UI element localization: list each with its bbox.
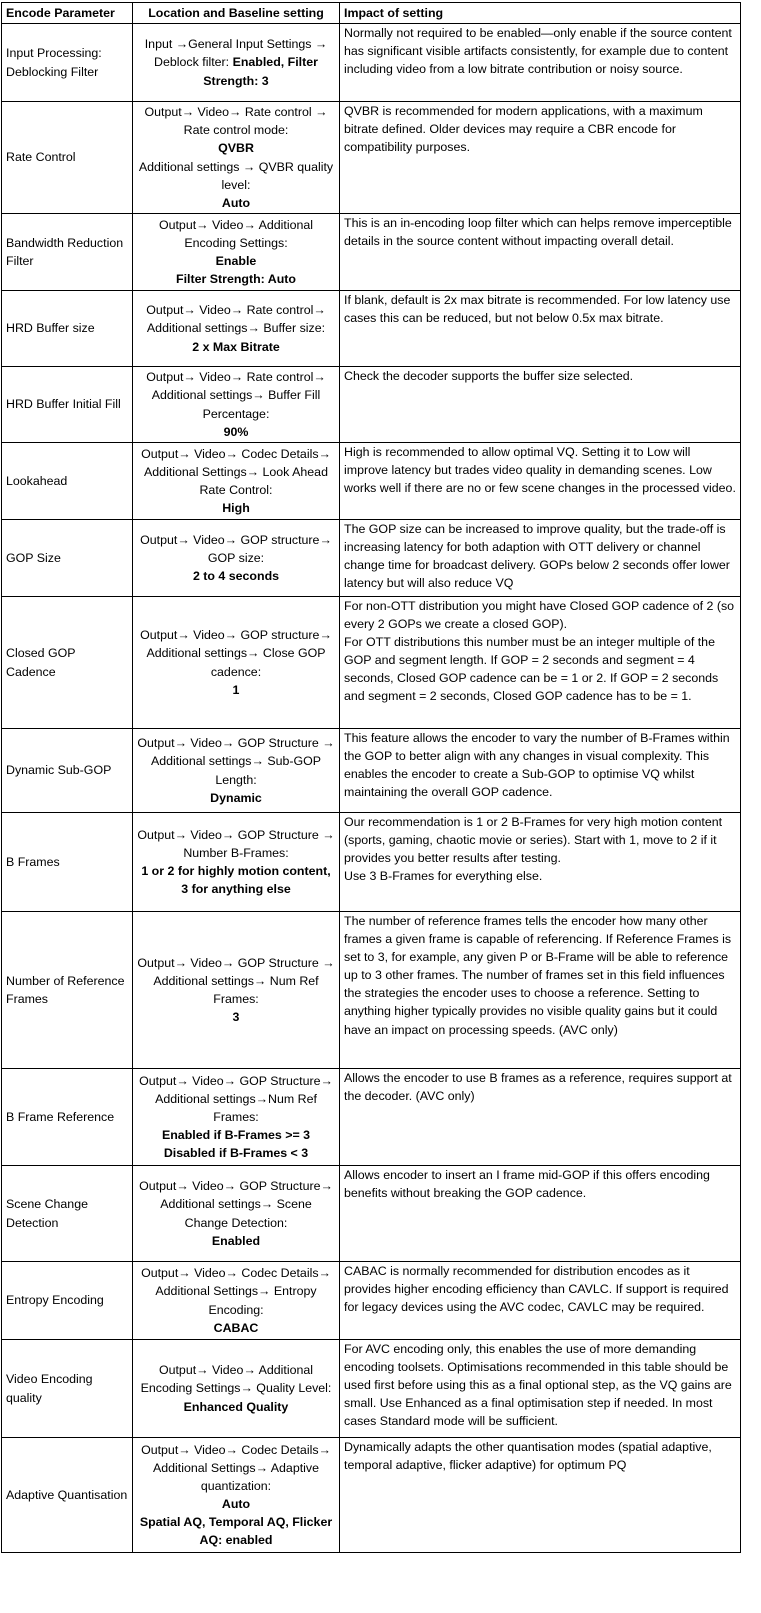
baseline-value: 2 x Max Bitrate — [192, 339, 280, 354]
baseline-value: Auto — [221, 195, 251, 210]
table-row — [2, 1438, 741, 1553]
impact-text: The GOP size can be increased to improve quality, but the trade-off is increasing latency for both adaption with OTT delivery or channel change time for broadcast delivery. GOPs below 2 seconds offer lower latency but will also reduce VQ — [344, 522, 730, 591]
location-path: Output→ Video→ Codec Details→ Additional Settings→ Entropy Encoding: — [141, 1266, 331, 1317]
param-cell: B Frame Reference — [2, 1069, 133, 1166]
table-row — [2, 912, 741, 1069]
baseline-value: CABAC — [213, 1320, 259, 1335]
impact-text: This feature allows the encoder to vary the number of B-Frames within the GOP to better align with any changes in visual complexity. This enables the encoder to create a Sub-GOP to optimise VQ whilst maintaining the overall GOP cadence. — [344, 731, 730, 800]
impact-cell — [340, 912, 741, 1069]
impact-cell — [340, 597, 741, 729]
location-path: Output→ Video→ Additional Encoding Settings: — [158, 217, 314, 250]
table-row — [2, 367, 741, 443]
param-cell: Rate Control — [2, 102, 133, 214]
table-row — [2, 443, 741, 520]
impact-cell — [340, 214, 741, 291]
location-cell — [133, 443, 340, 520]
param-cell: HRD Buffer size — [2, 291, 133, 367]
param-cell: Lookahead — [2, 443, 133, 520]
location-cell — [133, 1166, 340, 1262]
impact-text: Dynamically adapts the other quantisation modes (spatial adaptive, temporal adaptive, flicker adaptive) for optimum PQ — [344, 1440, 712, 1473]
param-cell: B Frames — [2, 813, 133, 912]
baseline-value: 3 — [232, 1010, 240, 1025]
baseline-value: Enhanced Quality — [183, 1399, 289, 1414]
table-row — [2, 102, 741, 214]
location-path: Output→ Video→ GOP structure→ GOP size: — [140, 532, 332, 565]
header-location-baseline: Location and Baseline setting — [133, 3, 340, 24]
location-cell — [133, 24, 340, 102]
table-row — [2, 597, 741, 729]
baseline-value: High — [222, 501, 250, 516]
baseline-value: Enabled, Filter Strength: 3 — [203, 55, 318, 88]
location-path: Output→ Video→ Additional Encoding Settings→ Quality Level: — [140, 1363, 332, 1396]
table-row — [2, 1340, 741, 1438]
param-cell: Number of Reference Frames — [2, 912, 133, 1069]
location-path: Output→ Video→ Codec Details→ Additional Settings→ Look Ahead Rate Control: — [141, 446, 331, 497]
baseline-value: Dynamic — [210, 790, 262, 805]
impact-cell — [340, 1340, 741, 1438]
baseline-value: 1 — [232, 682, 240, 697]
location-path: Output→ Video→ Rate control → Rate control mode: — [144, 105, 328, 138]
param-cell: Dynamic Sub-GOP — [2, 729, 133, 813]
param-cell: Bandwidth Reduction Filter — [2, 214, 133, 291]
impact-text: QVBR is recommended for modern applications, with a maximum bitrate defined. Older devices may require a CBR encode for compatibility purposes. — [344, 104, 703, 155]
impact-text: For OTT distributions this number must be an integer multiple of the GOP and segment length. If GOP = 2 seconds and segment = 4 seconds, Closed GOP cadence can be = 1 or 2. If GOP = 2 seconds and segment = 2 seconds, Closed GOP cadence has to be = 1. — [344, 635, 719, 704]
header-impact: Impact of setting — [340, 3, 741, 24]
impact-text: For non-OTT distribution you might have Closed GOP cadence of 2 (so every 2 GOPs we create a closed GOP). — [344, 599, 735, 632]
param-cell: Adaptive Quantisation — [2, 1438, 133, 1553]
impact-cell — [340, 1166, 741, 1262]
location-cell — [133, 102, 340, 214]
location-path: Output→ Video→ Codec Details→ Additional Settings→ Adaptive quantization: — [141, 1442, 331, 1493]
location-path: Input →General Input Settings → Deblock filter: — [144, 37, 328, 70]
impact-cell — [340, 367, 741, 443]
impact-cell — [340, 24, 741, 102]
impact-cell — [340, 1438, 741, 1553]
impact-text: Allows the encoder to use B frames as a reference, requires support at the decoder. (AVC only) — [344, 1071, 732, 1104]
location-path: Output→ Video→ GOP Structure → Additional settings→ Num Ref Frames: — [137, 955, 335, 1006]
impact-text: High is recommended to allow optimal VQ. Setting it to Low will improve latency but trades video quality in demanding scenes. Low works well if there are no or few scene changes in the processed video. — [344, 445, 736, 496]
impact-text: Normally not required to be enabled—only enable if the source content has significant visible artifacts consistently, for example due to content including video from a low bitrate contribution or noisy source. — [344, 26, 732, 77]
impact-text: For AVC encoding only, this enables the use of more demanding encoding toolsets. Optimisations recommended in this table should be used first before using this as a final optional step, as the VQ gains are small. Use Enhanced as a final optimisation step if needed. In most cases Standard mode will be sufficient. — [344, 1342, 732, 1429]
table-row — [2, 520, 741, 597]
table-row — [2, 1262, 741, 1340]
location-cell — [133, 912, 340, 1069]
impact-text: If blank, default is 2x max bitrate is recommended. For low latency use cases this can be reduced, but not below 0.5x max bitrate. — [344, 293, 731, 326]
impact-cell — [340, 443, 741, 520]
impact-cell — [340, 520, 741, 597]
location-cell — [133, 813, 340, 912]
param-cell: Closed GOP Cadence — [2, 597, 133, 729]
encode-settings-table — [1, 2, 741, 1553]
table-row — [2, 813, 741, 912]
impact-cell — [340, 813, 741, 912]
location-path: Output→ Video→ GOP Structure → Number B-Frames: — [137, 827, 335, 860]
baseline-value: Enabled — [211, 1233, 261, 1248]
baseline-value: 2 to 4 seconds — [192, 569, 280, 584]
header-encode-parameter: Encode Parameter — [2, 3, 133, 24]
param-cell: GOP Size — [2, 520, 133, 597]
impact-text: Check the decoder supports the buffer size selected. — [344, 369, 634, 383]
baseline-value: Auto — [221, 1497, 251, 1511]
location-cell — [133, 1340, 340, 1438]
impact-cell — [340, 102, 741, 214]
location-cell — [133, 1262, 340, 1340]
baseline-value: 1 or 2 for highly motion content, 3 for anything else — [141, 864, 331, 897]
location-cell — [133, 597, 340, 729]
impact-text: The number of reference frames tells the encoder how many other frames a given frame is capable of referencing. If Reference Frames is set to 3, for example, any given P or B-Frame will be able to reference up to 3 other frames. The number of frames set in this field influences the strategies the encoder uses to choose a reference. Setting to anything higher typically provides no visible quality gains but it could have an impact on processing speeds. (AVC only) — [344, 914, 732, 1037]
location-cell — [133, 729, 340, 813]
location-path: Output→ Video→ Rate control→ Additional settings→ Buffer size: — [146, 303, 326, 336]
param-cell: Input Processing: Deblocking Filter — [2, 24, 133, 102]
table-row — [2, 24, 741, 102]
location-cell — [133, 367, 340, 443]
table-row — [2, 1166, 741, 1262]
param-cell: HRD Buffer Initial Fill — [2, 367, 133, 443]
location-cell — [133, 520, 340, 597]
param-cell: Scene Change Detection — [2, 1166, 133, 1262]
table-row — [2, 1069, 741, 1166]
location-cell — [133, 1438, 340, 1553]
baseline-value: Enable — [215, 254, 257, 268]
impact-cell — [340, 291, 741, 367]
baseline-value: Spatial AQ, Temporal AQ, Flicker AQ: enabled — [139, 1515, 333, 1548]
location-path: Output→ Video→ GOP Structure→ Additional settings→ Scene Change Detection: — [139, 1179, 333, 1230]
impact-cell — [340, 1262, 741, 1340]
table-row — [2, 291, 741, 367]
location-path: Additional settings → QVBR quality level: — [138, 159, 334, 192]
table-header-row — [2, 3, 741, 24]
impact-text: Use 3 B-Frames for everything else. — [344, 869, 543, 884]
baseline-value: Filter Strength: Auto — [176, 272, 296, 287]
location-path: Output→ Video→ GOP Structure→ Additional settings→Num Ref Frames: — [139, 1073, 333, 1124]
location-cell — [133, 214, 340, 291]
impact-text: CABAC is normally recommended for distribution encodes as it provides higher encoding efficiency than CAVLC. If support is required for legacy devices using the AVC codec, CAVLC may be required. — [344, 1264, 729, 1315]
impact-cell — [340, 1069, 741, 1166]
param-cell: Entropy Encoding — [2, 1262, 133, 1340]
baseline-value: 90% — [223, 424, 249, 439]
baseline-value: Disabled if B-Frames < 3 — [163, 1146, 309, 1161]
table-row — [2, 729, 741, 813]
location-cell — [133, 1069, 340, 1166]
location-path: Output→ Video→ GOP Structure → Additional settings→ Sub-GOP Length: — [137, 736, 335, 787]
impact-cell — [340, 729, 741, 813]
param-cell: Video Encoding quality — [2, 1340, 133, 1438]
baseline-value: QVBR — [218, 141, 254, 156]
location-path: Output→ Video→ Rate control→ Additional settings→ Buffer Fill Percentage: — [146, 370, 326, 421]
location-cell — [133, 291, 340, 367]
table-row — [2, 214, 741, 291]
impact-text: Allows encoder to insert an I frame mid-GOP if this offers encoding benefits without breaking the GOP cadence. — [344, 1168, 710, 1201]
impact-text: This is an in-encoding loop filter which can helps remove imperceptible details in the source content without impacting overall detail. — [344, 216, 732, 249]
location-path: Output→ Video→ GOP structure→ Additional settings→ Close GOP cadence: — [140, 628, 332, 679]
impact-text: Our recommendation is 1 or 2 B-Frames for very high motion content (sports, gaming, chaotic movie or series). Start with 1, move to 2 if it provides you better results after testing. — [344, 815, 723, 866]
baseline-value: Enabled if B-Frames >= 3 — [161, 1128, 311, 1143]
